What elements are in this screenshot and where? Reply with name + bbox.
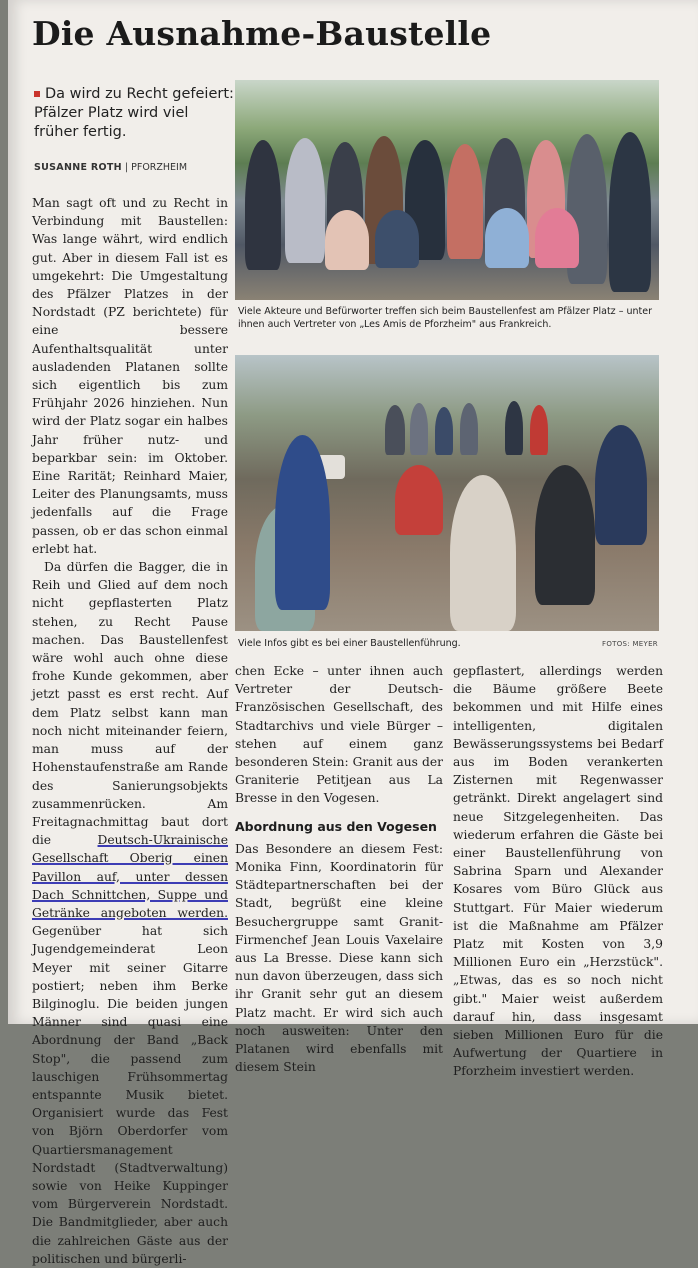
underlined-passage: Deutsch-Ukrainische Gesellschaft Oberig einen Pavillon auf, unter dessen Dach Schnittchen, Suppe und Getränke angeboten werden. xyxy=(32,833,228,920)
photo-credit: FOTOS: MEYER xyxy=(602,640,658,648)
text-column-2 xyxy=(235,662,443,1076)
photo-group-portrait xyxy=(235,80,659,300)
subheading: Abordnung aus den Vogesen xyxy=(235,818,437,834)
location: PFORZHEIM xyxy=(131,162,188,173)
teaser xyxy=(34,85,234,142)
text-column-1 xyxy=(32,194,228,1268)
teaser-text: Da wird zu Recht gefeiert: Pfälzer Platz wird viel früher fertig. xyxy=(34,86,234,140)
paragraph: Das Besondere an diesem Fest: Monika Finn, Koordinatorin für Städtepartnerschaften bei der Stadt, begrüßt eine kleine Besuchergruppe samt Granit-Firmenchef Jean Louis Vaxelaire aus La Bresse. Diese kann sich nun davon überzeugen, dass sich ihr Granit sehr gut an diesem Platz macht. Er wird sich auch noch ausweiten: Unter den Platanen wird ebenfalls mit diesem Stein xyxy=(235,841,443,1075)
byline: SUSANNE ROTH | PFORZHEIM xyxy=(34,162,188,173)
paragraph xyxy=(32,558,228,1268)
headline: Die Ausnahme-Baustelle xyxy=(32,14,492,53)
paragraph-text: Da dürfen die Bagger, die in Reih und Glied auf dem noch nicht gepflasterten Platz stehen, zu Recht Pause machen. Das Baustellenfest wäre wohl auch ohne diese frohe Kunde gekommen, aber jetzt passt es erst recht. Auf dem Platz selbst kann man noch nicht miteinander feiern, man muss auf der Hohenstaufenstraße am Rande des Sanierungsobjekts zusammenrücken. Am Freitagnachmittag baut dort die xyxy=(32,560,228,848)
paragraph: Man sagt oft und zu Recht in Verbindung mit Baustellen: Was lange währt, wird endlich gut. Aber in diesem Fall ist es umgekehrt: Die Umgestaltung des Pfälzer Platzes in der Nordstadt (PZ berichtete) für eine bessere Aufenthaltsqualität unter ausladenden Platanen sollte sich eigentlich bis zum Frühjahr 2026 hinziehen. Nun wird der Platz sogar ein halbes Jahr früher nutz- und beparkbar sein: im Oktober. Eine Rarität; Reinhard Maier, Leiter des Planungsamts, muss jedenfalls auf die Frage passen, ob er das schon einmal erlebt hat. xyxy=(32,196,228,556)
photo-caption-2: Viele Infos gibt es bei einer Baustellenführung. xyxy=(238,638,461,649)
author: SUSANNE ROTH xyxy=(34,162,122,173)
newspaper-page xyxy=(8,0,698,1266)
paragraph-text: Gegenüber hat sich Jugendgemeinderat Leon Meyer mit seiner Gitarre postiert; neben ihm Berke Bilginoglu. Die beiden jungen Männer sind quasi eine Abordnung der Band „Back Stop", die passend zum lauschigen Frühsommertag entspannte Musik bietet. Organisiert wurde das Fest von Björn Oberdorfer vom Quartiersmanagement Nordstadt (Stadtverwaltung) sowie von Heike Kuppinger vom Bürgerverein Nordstadt. Die Bandmitglieder, aber auch die zahlreichen Gäste aus der politischen und bürgerli- xyxy=(32,924,228,1266)
teaser-bullet-icon xyxy=(34,91,40,97)
paragraph: chen Ecke – unter ihnen auch Vertreter der Deutsch-Französischen Gesellschaft, des Stadtarchivs und viele Bürger – stehen auf einem ganz besonderen Stein: Granit aus der Graniterie Petitjean aus La Bresse in den Vogesen. xyxy=(235,664,443,806)
text-column-3 xyxy=(453,662,663,1081)
photo-site-tour xyxy=(235,355,659,631)
paragraph: gepflastert, allerdings werden die Bäume größere Beete bekommen und mit Hilfe eines intelligenten, digitalen Bewässerungssystems bei Bedarf aus im Boden verankerten Zisternen mit Regenwasser getränkt. Direkt angelagert sind neue Sitzgelegenheiten. Das wiederum erfahren die Gäste bei einer Baustellenführung von Sabrina Sparn und Alexander Kosares vom Büro Glück aus Stuttgart. Für Maier wiederum ist die Maßnahme am Pfälzer Platz mit Kosten von 3,9 Millionen Euro ein „Herzstück". „Etwas, das es so noch nicht gibt." Maier weist außerdem darauf hin, dass insgesamt sieben Millionen Euro für die Aufwertung der Quartiere in Pforzheim investiert werden. xyxy=(453,664,663,1079)
photo-caption-1: Viele Akteure und Befürworter treffen sich beim Baustellenfest am Pfälzer Platz – unter ihnen auch Vertreter von „Les Amis de Pforzheim" aus Frankreich. xyxy=(238,306,652,330)
